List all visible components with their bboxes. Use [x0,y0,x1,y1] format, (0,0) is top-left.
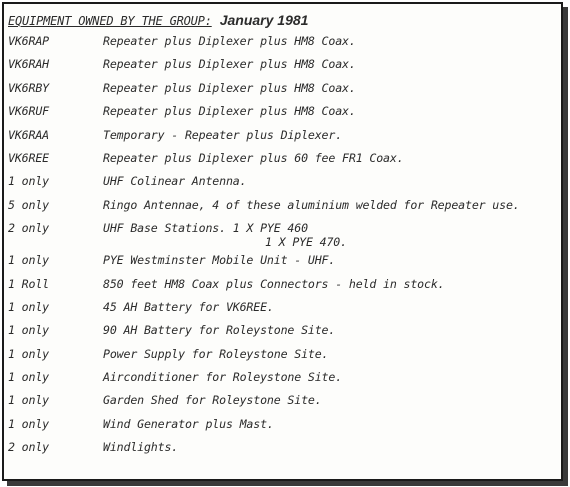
equipment-row [8,34,559,57]
heading-date: January 1981 [219,12,309,28]
equipment-row [8,151,559,174]
equipment-description: Temporary - Repeater plus Diplexer. [103,127,343,142]
equipment-description: 850 feet HM8 Coax plus Connectors - held in stock. [103,276,445,291]
equipment-description: Windlights. [103,440,179,455]
equipment-description: Wind Generator plus Mast. [103,416,274,431]
equipment-description-cell [103,34,559,48]
equipment-description-cell [103,128,559,142]
equipment-description: PYE Westminster Mobile Unit - UHF. [103,253,336,268]
equipment-description-cell [103,277,559,291]
equipment-description: 45 AH Battery for VK6REE. [103,299,274,314]
equipment-description: 90 AH Battery for Roleystone Site. [103,323,336,338]
equipment-description-cell [103,347,559,361]
equipment-description-continued: 1 X PYE 470. [265,235,347,250]
equipment-row [8,440,559,463]
equipment-description-cell [103,221,559,249]
equipment-description: UHF Colinear Antenna. [103,174,247,189]
equipment-description-cell [103,57,559,71]
equipment-quantity: 1 only [8,174,49,189]
equipment-row [8,198,559,221]
equipment-description-cell [103,174,559,188]
equipment-description: Garden Shed for Roleystone Site. [103,393,322,408]
equipment-row [8,277,559,300]
equipment-description: Ringo Antennae, 4 of these aluminium welded for Repeater use. [103,197,520,212]
equipment-quantity: 1 Roll [8,276,49,291]
equipment-row [8,57,559,80]
equipment-quantity: VK6RBY [8,80,49,95]
equipment-quantity: VK6RAA [8,127,49,142]
document-content [8,12,559,464]
equipment-description-cell [103,198,559,212]
equipment-quantity: 1 only [8,299,49,314]
document-heading [8,12,559,34]
equipment-quantity: 1 only [8,393,49,408]
equipment-row [8,253,559,276]
equipment-quantity: VK6RUF [8,104,49,119]
equipment-description-cell [103,104,559,118]
equipment-description: Repeater plus Diplexer plus HM8 Coax. [103,80,356,95]
equipment-quantity: 1 only [8,323,49,338]
equipment-quantity: 2 only [8,440,49,455]
equipment-row [8,370,559,393]
equipment-row [8,104,559,127]
equipment-row [8,81,559,104]
equipment-description: Airconditioner for Roleystone Site. [103,370,343,385]
equipment-description: Repeater plus Diplexer plus 60 fee FR1 Coax. [103,150,404,165]
equipment-description-cell [103,393,559,407]
equipment-quantity: 1 only [8,416,49,431]
document-page [2,2,563,481]
equipment-row [8,323,559,346]
equipment-row [8,221,559,253]
equipment-quantity: 1 only [8,370,49,385]
equipment-row [8,300,559,323]
equipment-description: Power Supply for Roleystone Site. [103,346,329,361]
equipment-description-cell [103,370,559,384]
equipment-row [8,417,559,440]
equipment-description: UHF Base Stations. 1 X PYE 460 [103,221,308,236]
equipment-description-cell [103,323,559,337]
equipment-quantity: VK6RAH [8,57,49,72]
equipment-description-cell [103,253,559,267]
equipment-row [8,128,559,151]
heading-label: EQUIPMENT OWNED BY THE GROUP: [8,14,212,28]
equipment-row [8,347,559,370]
equipment-quantity: VK6RAP [8,34,49,48]
equipment-quantity: VK6REE [8,150,49,165]
equipment-description-cell [103,300,559,314]
equipment-description-cell [103,81,559,95]
equipment-quantity: 1 only [8,253,49,268]
equipment-list [8,34,559,464]
equipment-quantity: 5 only [8,197,49,212]
equipment-row [8,174,559,197]
equipment-description: Repeater plus Diplexer plus HM8 Coax. [103,34,356,48]
equipment-description-cell [103,151,559,165]
equipment-row [8,393,559,416]
equipment-quantity: 2 only [8,221,49,236]
equipment-description: Repeater plus Diplexer plus HM8 Coax. [103,104,356,119]
equipment-description: Repeater plus Diplexer plus HM8 Coax. [103,57,356,72]
equipment-quantity: 1 only [8,346,49,361]
equipment-description-cell [103,417,559,431]
equipment-description-cell [103,440,559,454]
